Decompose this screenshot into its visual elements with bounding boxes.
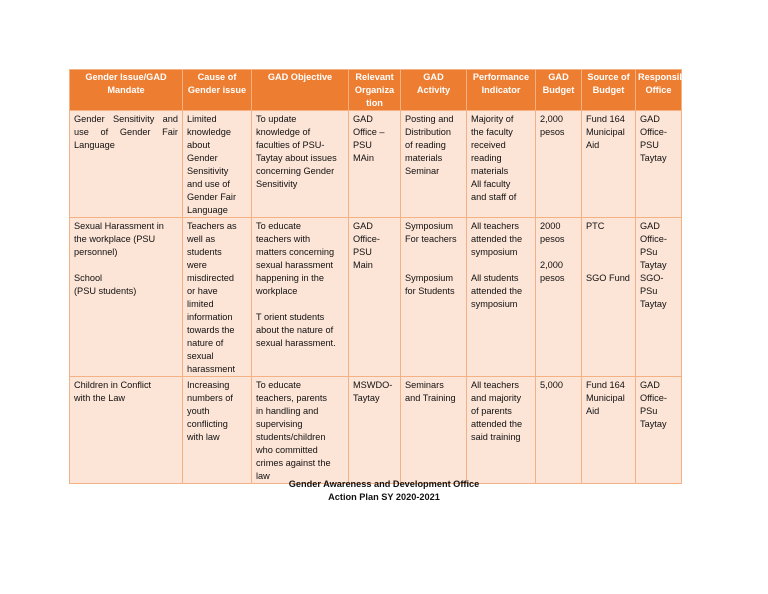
cell-objective: To educate teachers, parents in handling and supervising students/children who committed crimes against the law <box>252 377 349 484</box>
header-performance-indicator: Performance Indicator <box>467 70 536 111</box>
cell-gender-issue: Sexual Harassment in the workplace (PSU personnel) School (PSU students) <box>70 218 183 377</box>
cell-budget: 5,000 <box>536 377 582 484</box>
cell-budget: 2000 pesos 2,000 pesos <box>536 218 582 377</box>
header-gender-issue: Gender Issue/GAD Mandate <box>70 70 183 111</box>
cell-cause: Increasing numbers of youth conflicting with law <box>183 377 252 484</box>
table-row <box>70 111 682 218</box>
plan-title: Action Plan SY 2020-2021 <box>328 492 440 502</box>
header-row <box>70 70 682 111</box>
cell-indicator: Majority of the faculty received reading materials All faculty and staff of <box>467 111 536 218</box>
header-gad-budget: GAD Budget <box>536 70 582 111</box>
cell-indicator: All teachers attended the symposium All students attended the symposium <box>467 218 536 377</box>
cell-source: Fund 164 Municipal Aid <box>582 111 636 218</box>
cell-activity: Posting and Distribution of reading materials Seminar <box>401 111 467 218</box>
cell-indicator: All teachers and majority of parents attended the said training <box>467 377 536 484</box>
cell-cause: Teachers as well as students were misdirected or have limited information towards the nature of sexual harassment <box>183 218 252 377</box>
cell-objective: To update knowledge of faculties of PSU- Taytay about issues concerning Gender Sensitivity <box>252 111 349 218</box>
header-cause: Cause of Gender issue <box>183 70 252 111</box>
header-gad-activity: GAD Activity <box>401 70 467 111</box>
cell-office: GAD Office-PSU Taytay <box>636 111 682 218</box>
cell-activity: Seminars and Training <box>401 377 467 484</box>
table-row <box>70 377 682 484</box>
cell-organization: MSWDO- Taytay <box>349 377 401 484</box>
action-plan-table <box>69 69 693 484</box>
cell-office: GAD Office-PSu Taytay SGO-PSu Taytay <box>636 218 682 377</box>
table-body <box>70 111 682 484</box>
header-gad-objective: GAD Objective <box>252 70 349 111</box>
cell-organization: GAD Office – PSU MAin <box>349 111 401 218</box>
cell-gender-issue: Children in Conflict with the Law <box>70 377 183 484</box>
cell-source: Fund 164 Municipal Aid <box>582 377 636 484</box>
header-responsible-office: Responsible Office <box>636 70 682 111</box>
cell-activity: Symposium For teachers Symposium for Students <box>401 218 467 377</box>
cell-budget: 2,000 pesos <box>536 111 582 218</box>
cell-office: GAD Office-PSu Taytay <box>636 377 682 484</box>
cell-cause: Limited knowledge about Gender Sensitivity and use of Gender Fair Language <box>183 111 252 218</box>
cell-organization: GAD Office- PSU Main <box>349 218 401 377</box>
cell-gender-issue: Gender Sensitivity and use of Gender Fair Language <box>70 111 183 218</box>
header-relevant-organization: Relevant Organiza tion <box>349 70 401 111</box>
cell-source: PTC SGO Fund <box>582 218 636 377</box>
office-title: Gender Awareness and Development Office <box>288 479 480 489</box>
table-row <box>70 218 682 377</box>
cell-objective: To educate teachers with matters concerning sexual harassment happening in the workplace T orient students about the nature of sexual harassment. <box>252 218 349 377</box>
header-source-of-budget: Source of Budget <box>582 70 636 111</box>
table-header <box>70 70 693 111</box>
